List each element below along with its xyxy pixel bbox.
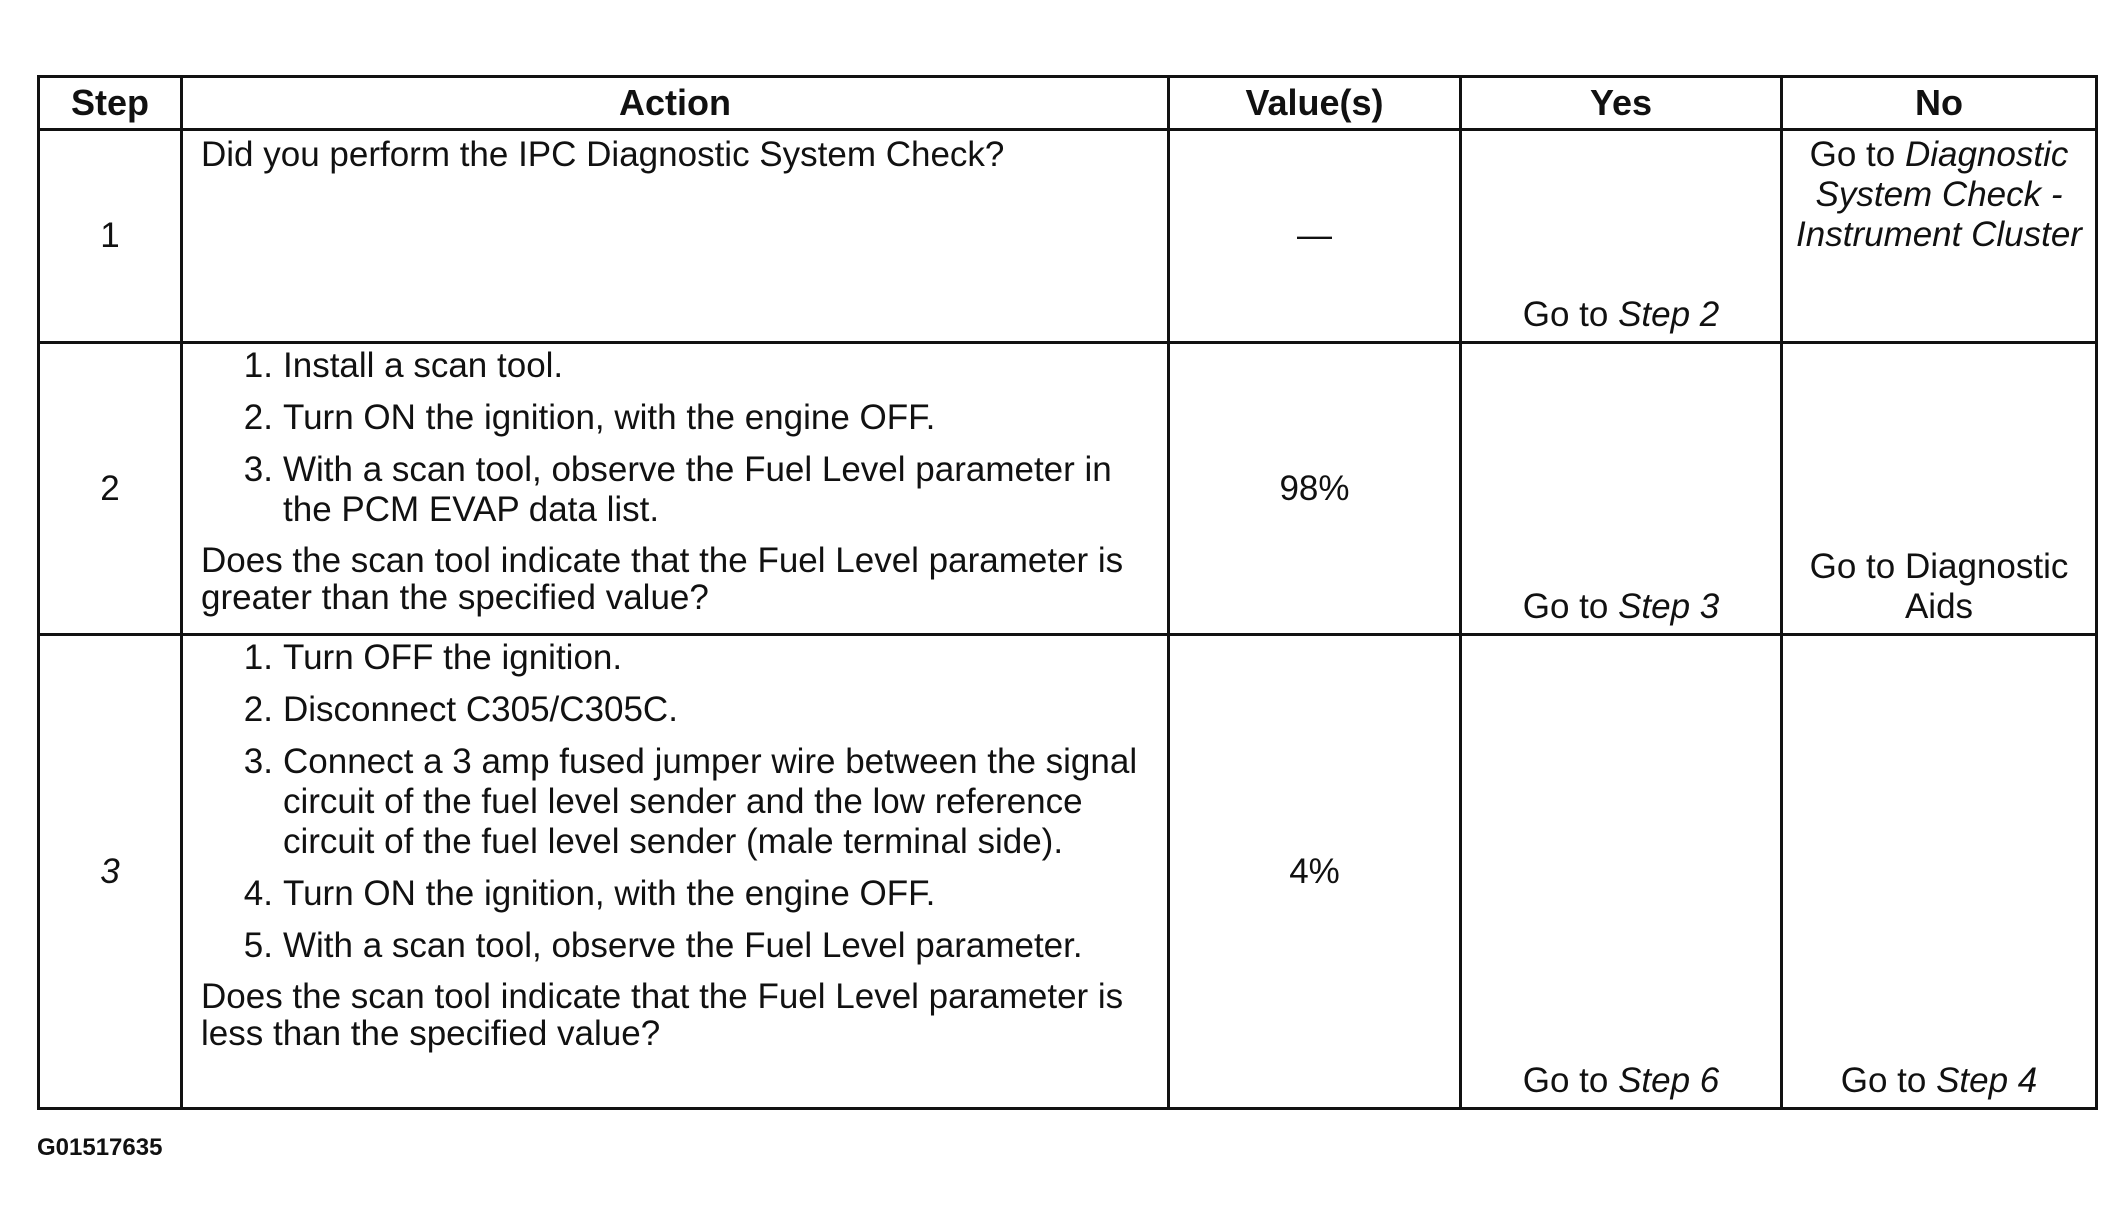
step-number: 1 [39,130,182,343]
list-item-number: 5. [243,926,273,965]
no-prefix: Go to [1809,135,1896,174]
yes-cell [1461,635,1782,1109]
list-item-text: Disconnect C305/C305C. [283,690,678,729]
list-item [201,638,1153,678]
list-item-number: 3. [243,450,273,489]
step-number: 3 [39,635,182,1109]
table-row-step-2 [39,343,2097,635]
no-cell [1782,635,2097,1109]
diagnostic-table [37,75,2098,1110]
list-item [201,346,1153,386]
no-step-link[interactable]: Step 4 [1936,1061,2038,1100]
no-prefix: Go to [1840,1061,1927,1100]
action-cell [182,130,1169,343]
no-cell [1782,343,2097,635]
list-item-text: Connect a 3 amp fused jumper wire between the signal circuit of the fuel level sender and the low reference circuit of the fuel level sender (male terminal side). [283,742,1138,861]
action-question: Did you perform the IPC Diagnostic System Check? [201,135,1005,174]
list-item-number: 1. [243,346,273,385]
list-item-text: With a scan tool, observe the Fuel Level parameter in the PCM EVAP data list. [283,450,1112,529]
figure-id: G01517635 [37,1134,163,1161]
list-item-text: Turn OFF the ignition. [283,638,623,677]
list-item-text: With a scan tool, observe the Fuel Level parameter. [283,926,1083,965]
list-item [201,742,1153,862]
yes-prefix: Go to [1522,1061,1609,1100]
table-row-step-3 [39,635,2097,1109]
list-item-text: Turn ON the ignition, with the engine OFF. [283,874,936,913]
yes-cell [1461,343,1782,635]
value-cell [1169,343,1461,635]
list-item [201,398,1153,438]
header-values: Value(s) [1169,77,1461,130]
no-cell [1782,130,2097,343]
list-item-number: 3. [243,742,273,781]
value-text: 4% [1289,851,1340,891]
table-row-step-1 [39,130,2097,343]
value-text: 98% [1279,468,1350,508]
list-item [201,874,1153,914]
action-steps-list [201,638,1153,966]
header-step: Step [39,77,182,130]
value-cell [1169,635,1461,1109]
list-item [201,926,1153,966]
list-item-number: 4. [243,874,273,913]
yes-step-link[interactable]: Step 6 [1618,1061,1720,1100]
action-content [183,636,1167,1056]
action-cell [182,635,1169,1109]
list-item [201,450,1153,530]
list-item-number: 1. [243,638,273,677]
yes-step-link[interactable]: Step 3 [1618,587,1720,626]
list-item-text: Install a scan tool. [283,346,564,385]
action-steps-list [201,346,1153,530]
no-diagnostic-check-link[interactable]: Diagnostic System Check - Instrument Cluster [1796,135,2082,254]
header-no: No [1782,77,2097,130]
action-question: Does the scan tool indicate that the Fuel Level parameter is less than the specified value? [201,977,1124,1053]
yes-prefix: Go to [1522,587,1609,626]
step-number: 2 [39,343,182,635]
list-item-text: Turn ON the ignition, with the engine OFF. [283,398,936,437]
value-text: — [1297,216,1332,255]
header-action: Action [182,77,1169,130]
header-yes: Yes [1461,77,1782,130]
yes-step-link[interactable]: Step 2 [1618,295,1720,334]
no-diagnostic-aids-link[interactable]: Go to Diagnostic Aids [1809,547,2069,626]
yes-cell [1461,130,1782,343]
value-cell [1169,130,1461,343]
list-item-number: 2. [243,690,273,729]
action-content [183,344,1167,620]
list-item-number: 2. [243,398,273,437]
action-question: Does the scan tool indicate that the Fuel Level parameter is greater than the specified value? [201,541,1124,617]
list-item [201,690,1153,730]
yes-prefix: Go to [1522,295,1609,334]
action-cell [182,343,1169,635]
header-row [39,77,2097,130]
